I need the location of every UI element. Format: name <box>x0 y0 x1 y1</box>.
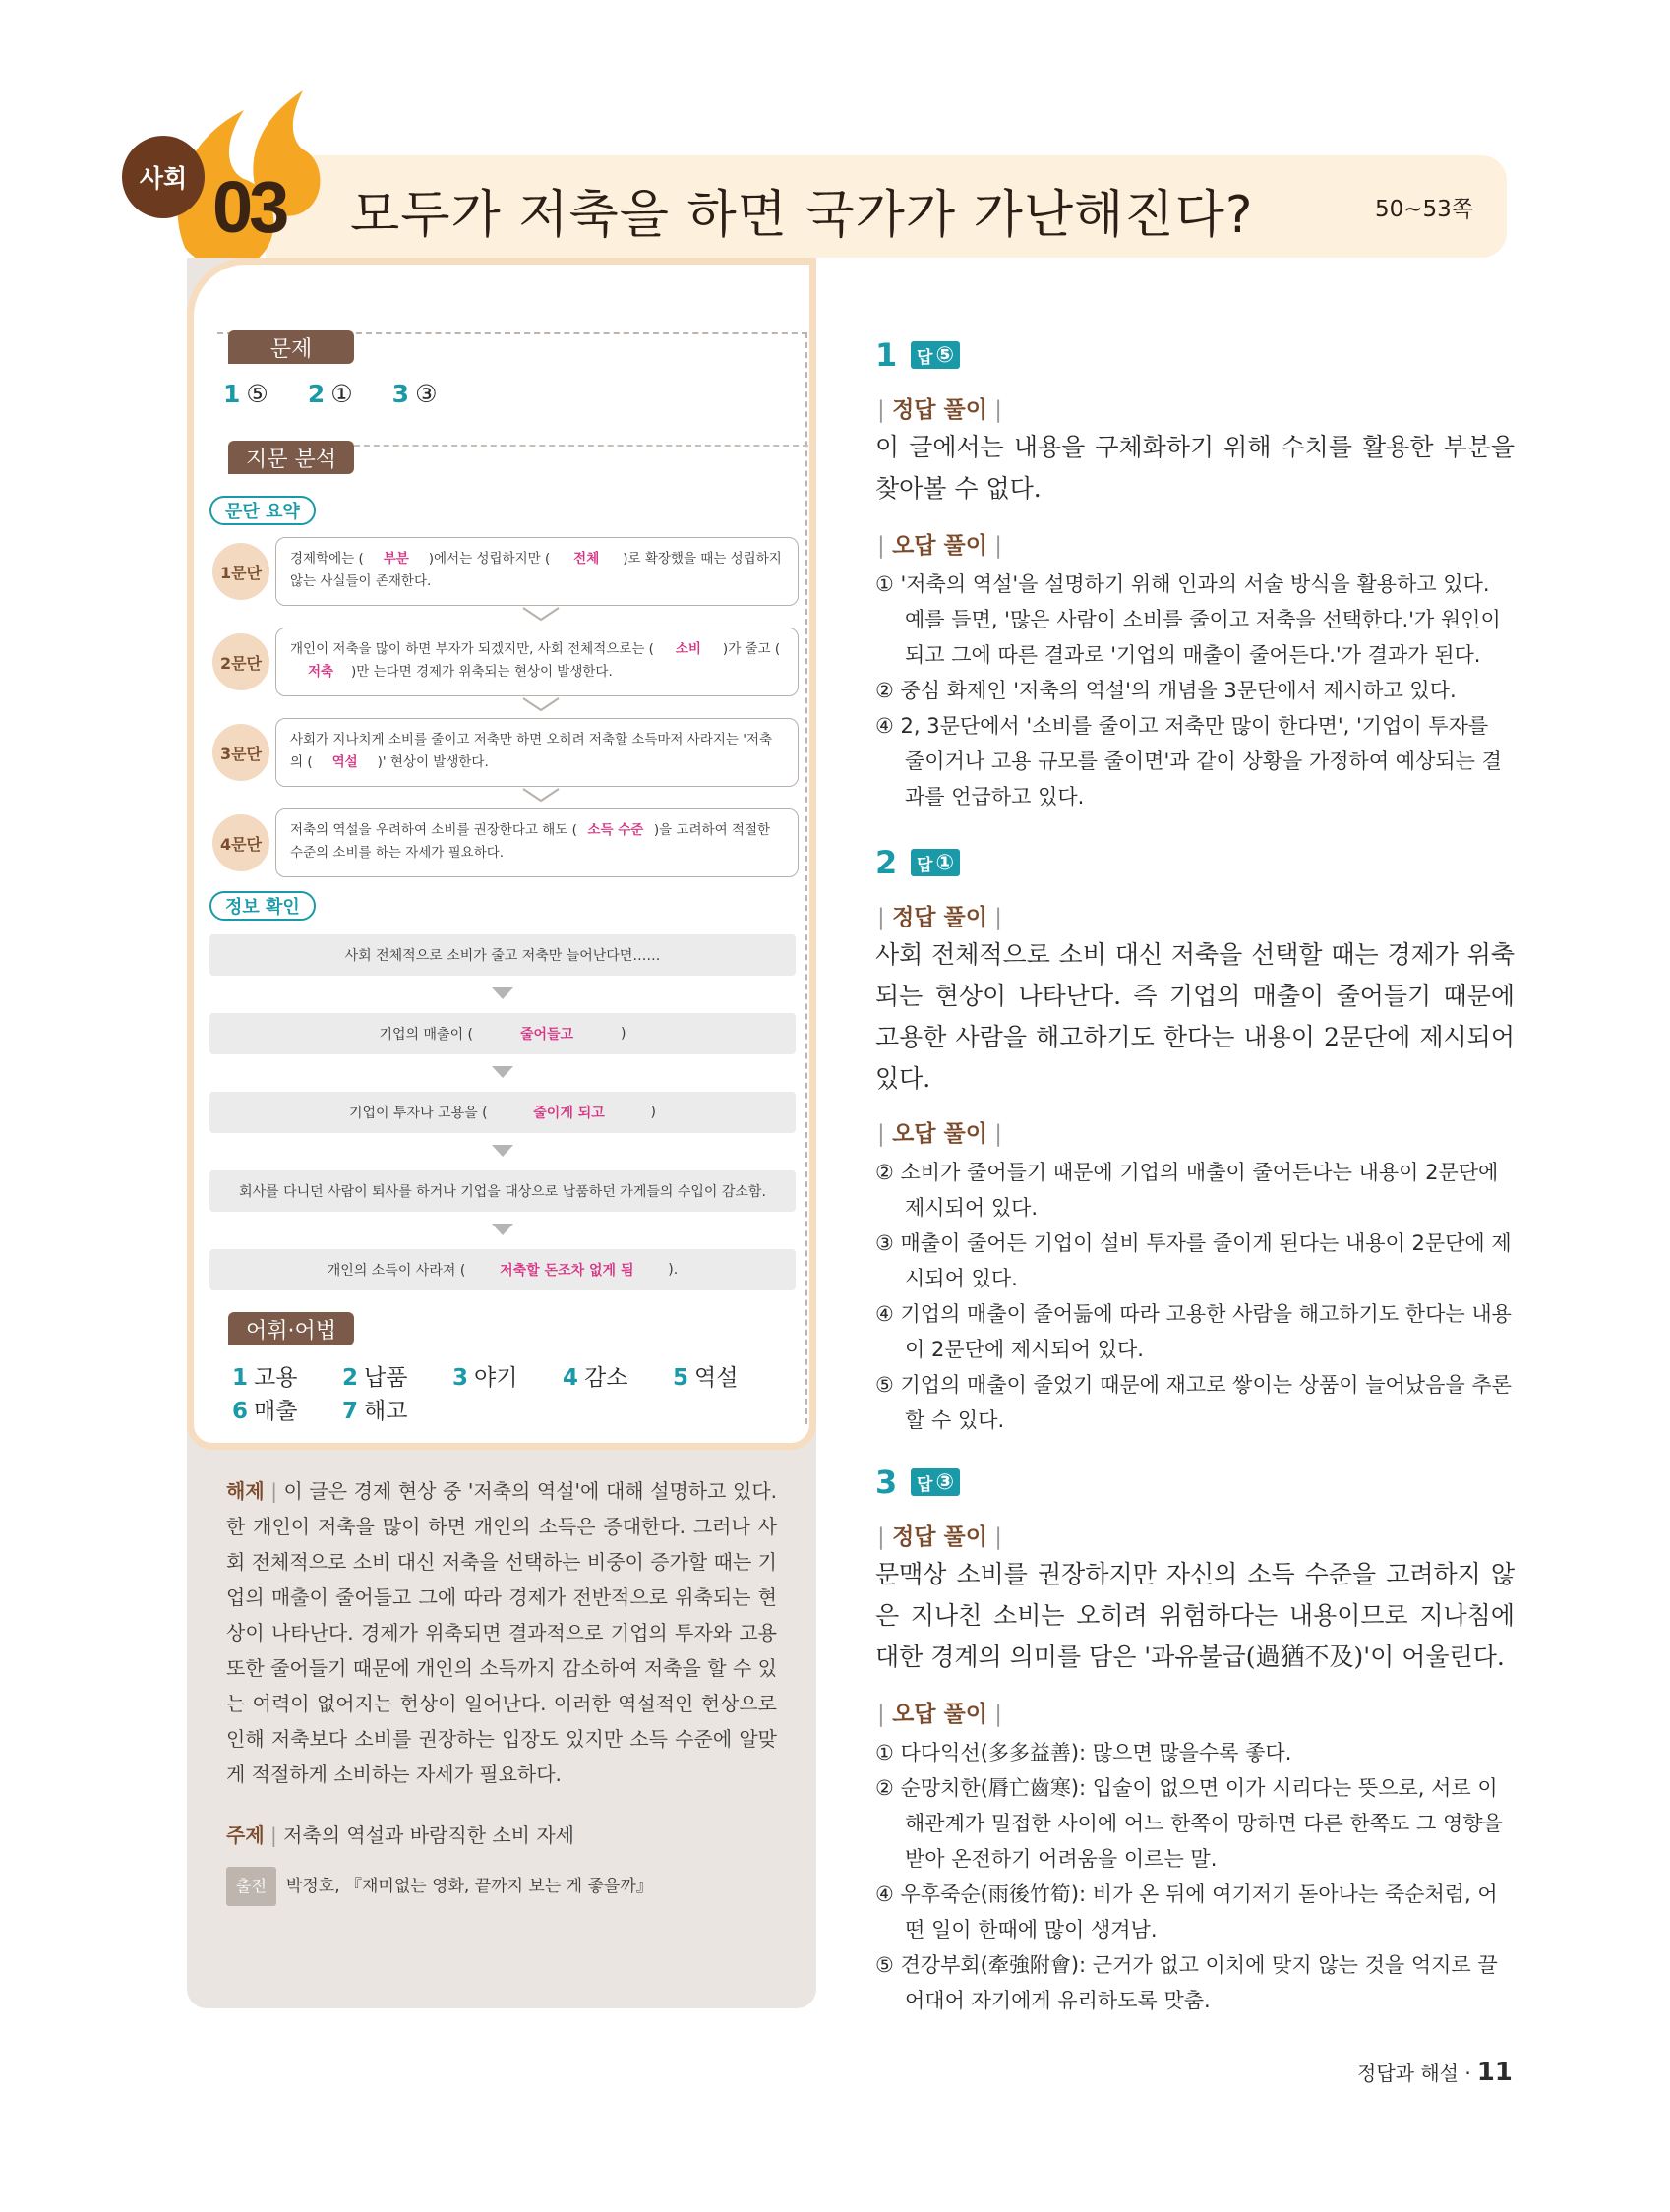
arrow-down-icon <box>492 1224 513 1235</box>
question-3-header: 3 답 ③ <box>875 1464 960 1501</box>
page-range: 50~53쪽 <box>1375 197 1474 222</box>
answer-item: 3 ③ <box>391 380 438 408</box>
paragraph-badge: 2문단 <box>212 633 269 690</box>
source: 출전 박정호, 『재미없는 영화, 끝까지 보는 게 좋을까』 <box>226 1867 777 1906</box>
list-item: ④ 우후죽순(雨後竹筍): 비가 온 뒤에 여기저기 돋아나는 죽순처럼, 어떤 일이 한때에 많이 생겨남. <box>875 1883 1498 1942</box>
tab-analysis: 지문 분석 <box>228 441 354 474</box>
section-label: | 정답 풀이 | <box>877 905 1003 930</box>
page-number: 11 <box>1476 2058 1513 2087</box>
list-item: ④ 2, 3문단에서 '소비를 줄이고 저축만 많이 한다면', '기업이 투자를 줄이거나 고용 규모를 줄이면'과 같이 상황을 가정하여 예상되는 결과를 언급하고 있다. <box>875 714 1502 808</box>
paragraph-text: 개인이 저축을 많이 하면 부자가 되겠지만, 사회 전체적으로는 ( 소비 )가 줄고 (저축 )만 는다면 경제가 위축되는 현상이 발생한다. <box>275 628 799 696</box>
info-step-2: 기업의 매출이 ( 줄어들고 ) <box>209 1013 796 1054</box>
answer-badge: 답 ⑤ <box>911 341 960 369</box>
info-pill: 정보 확인 <box>209 891 316 921</box>
wrong-explanations <box>875 567 1515 814</box>
section-label: | 오답 풀이 | <box>877 1702 1003 1727</box>
list-item: ③ 매출이 줄어든 기업이 설비 투자를 줄이게 된다는 내용이 2문단에 제시되어 있다. <box>875 1231 1512 1290</box>
vocab-item: 2 납품 <box>342 1365 408 1391</box>
paragraph-badge: 4문단 <box>212 814 269 871</box>
arrow-down-icon <box>492 1145 513 1157</box>
list-item: ④ 기업의 매출이 줄어듦에 따라 고용한 사람을 해고하기도 한다는 내용이 2문단에 제시되어 있다. <box>875 1302 1512 1361</box>
vocab-row-2 <box>232 1393 452 1425</box>
question-2-header: 2 답 ① <box>875 844 960 881</box>
question-1-header: 1 답 ⑤ <box>875 336 960 374</box>
theme: 주제 | 저축의 역설과 바람직한 소비 자세 <box>226 1823 575 1847</box>
info-step-3: 기업이 투자나 고용을 ( 줄이게 되고 ) <box>209 1092 796 1133</box>
answer-item: 2 ① <box>307 380 353 408</box>
vocab-item: 7 해고 <box>342 1399 408 1424</box>
summary-pill: 문단 요약 <box>209 496 316 525</box>
info-step-1: 사회 전체적으로 소비가 줄고 저축만 늘어난다면…… <box>209 934 796 976</box>
vocab-item: 5 역설 <box>673 1365 739 1391</box>
list-item: ⑤ 기업의 매출이 줄었기 때문에 재고로 쌓이는 상품이 늘어났음을 추론할 수 있다. <box>875 1373 1512 1432</box>
paragraph-badge: 1문단 <box>212 543 269 600</box>
correct-explanation: 이 글에서는 내용을 구체화하기 위해 수치를 활용한 부분을 찾아볼 수 없다. <box>875 433 1515 503</box>
paragraph-summary-1 <box>212 537 799 606</box>
chevron-down-icon <box>521 694 561 714</box>
section-label: | 오답 풀이 | <box>877 1121 1003 1147</box>
correct-explanation: 사회 전체적으로 소비 대신 저축을 선택할 때는 경제가 위축되는 현상이 나타난다. 즉 기업의 매출이 줄어들기 때문에 고용한 사람을 해고하기도 한다는 내용이 2문단에 제시되어 있다. <box>875 940 1515 1093</box>
list-item: ⑤ 견강부회(牽強附會): 근거가 없고 이치에 맞지 않는 것을 억지로 끌어대어 자기에게 유리하도록 맞춤. <box>875 1953 1498 2012</box>
answer-badge: 답 ① <box>911 849 960 876</box>
paragraph-text: 경제학에는 ( 부분 )에서는 성립하지만 ( 전체 )로 확장했을 때는 성립하지 않는 사실들이 존재한다. <box>275 537 799 606</box>
paragraph-summary-2 <box>212 628 799 696</box>
tab-vocab: 어휘·어법 <box>228 1312 354 1345</box>
vocab-item: 1 고용 <box>232 1365 298 1391</box>
wrong-explanations <box>875 1735 1515 2018</box>
list-item: ② 소비가 줄어들기 때문에 기업의 매출이 줄어든다는 내용이 2문단에 제시되어 있다. <box>875 1161 1499 1220</box>
commentary: 해제 | 이 글은 경제 현상 중 '저축의 역설'에 대해 설명하고 있다. 한 개인이 저축을 많이 하면 개인의 소득은 증대한다. 그러나 사회 전체적으로 소비 대신 저축을 선택하는 비중이 증가할 때는 기업의 매출이 줄어들고 그에 따라 경제가 전반적으로 위축되는 현상이 나타난다. 경제가 위축되면 결과적으로 기업의 투자와 고용 또한 줄어들기 때문에 개인의 소득까지 감소하여 저축을 할 수 있는 여력이 없어지는 현상이 일어난다. 이러한 역설적인 현상으로 인해 저축보다 소비를 권장하는 입장도 있지만 소득 수준에 알맞게 적절하게 소비하는 자세가 필요하다. <box>226 1479 777 1786</box>
answer-row <box>223 380 437 408</box>
paragraph-text: 사회가 지나치게 소비를 줄이고 저축만 하면 오히려 저축할 소득마저 사라지는 '저축의 ( 역설 )' 현상이 발생한다. <box>275 718 799 787</box>
answer-item: 1 ⑤ <box>223 380 268 408</box>
tab-problem: 문제 <box>228 330 354 364</box>
paragraph-summary-4 <box>212 808 799 877</box>
arrow-down-icon <box>492 987 513 999</box>
correct-explanation: 문맥상 소비를 권장하지만 자신의 소득 수준을 고려하지 않은 지나친 소비는 오히려 위험하다는 내용이므로 지나침에 대한 경계의 의미를 담은 '과유불급(過猶不及)'이 어울린다. <box>875 1560 1515 1671</box>
list-item: ② 순망치한(脣亡齒寒): 입술이 없으면 이가 시리다는 뜻으로, 서로 이해관계가 밀접한 사이에 어느 한쪽이 망하면 다른 한쪽도 그 영향을 받아 온전하기 어려움을 이르는 말. <box>875 1776 1503 1871</box>
chevron-down-icon <box>521 785 561 805</box>
section-label: | 정답 풀이 | <box>877 397 1003 423</box>
divider <box>354 445 808 447</box>
section-label: | 오답 풀이 | <box>877 533 1003 559</box>
answer-badge: 답 ③ <box>911 1468 960 1496</box>
info-step-5: 개인의 소득이 사라져 ( 저축할 돈조차 없게 됨 ). <box>209 1249 796 1290</box>
section-label: | 정답 풀이 | <box>877 1524 1003 1550</box>
wrong-explanations <box>875 1155 1515 1438</box>
vocab-row-1 <box>232 1359 783 1392</box>
arrow-down-icon <box>492 1066 513 1078</box>
vocab-item: 3 야기 <box>452 1365 518 1391</box>
info-step-4: 회사를 다니던 사람이 퇴사를 하거나 기업을 대상으로 납품하던 가게들의 수입이 감소함. <box>209 1170 796 1212</box>
lesson-number: 03 <box>212 166 286 248</box>
list-item: ① '저축의 역설'을 설명하기 위해 인과의 서술 방식을 활용하고 있다. 예를 들면, '많은 사람이 소비를 줄이고 저축을 선택한다.'가 원인이 되고 그에 따른 결과로 '기업의 매출이 줄어든다.'가 결과가 된다. <box>875 572 1501 667</box>
chevron-down-icon <box>521 604 561 624</box>
subject-badge: 사회 <box>122 136 205 218</box>
vocab-item: 6 매출 <box>232 1399 298 1424</box>
page-title: 모두가 저축을 하면 국가가 가난해진다? <box>350 186 1254 245</box>
paragraph-summary-3 <box>212 718 799 787</box>
vocab-item: 4 감소 <box>563 1365 628 1391</box>
paragraph-text: 저축의 역설을 우려하여 소비를 권장한다고 해도 ( 소득 수준 )을 고려하여 적절한 수준의 소비를 하는 자세가 필요하다. <box>275 808 799 877</box>
list-item: ② 중심 화제인 '저축의 역설'의 개념을 3문단에서 제시하고 있다. <box>875 679 1457 702</box>
list-item: ① 다다익선(多多益善): 많으면 많을수록 좋다. <box>875 1741 1292 1764</box>
page-footer: 정답과 해설 · 11 <box>1357 2058 1513 2087</box>
paragraph-badge: 3문단 <box>212 724 269 781</box>
